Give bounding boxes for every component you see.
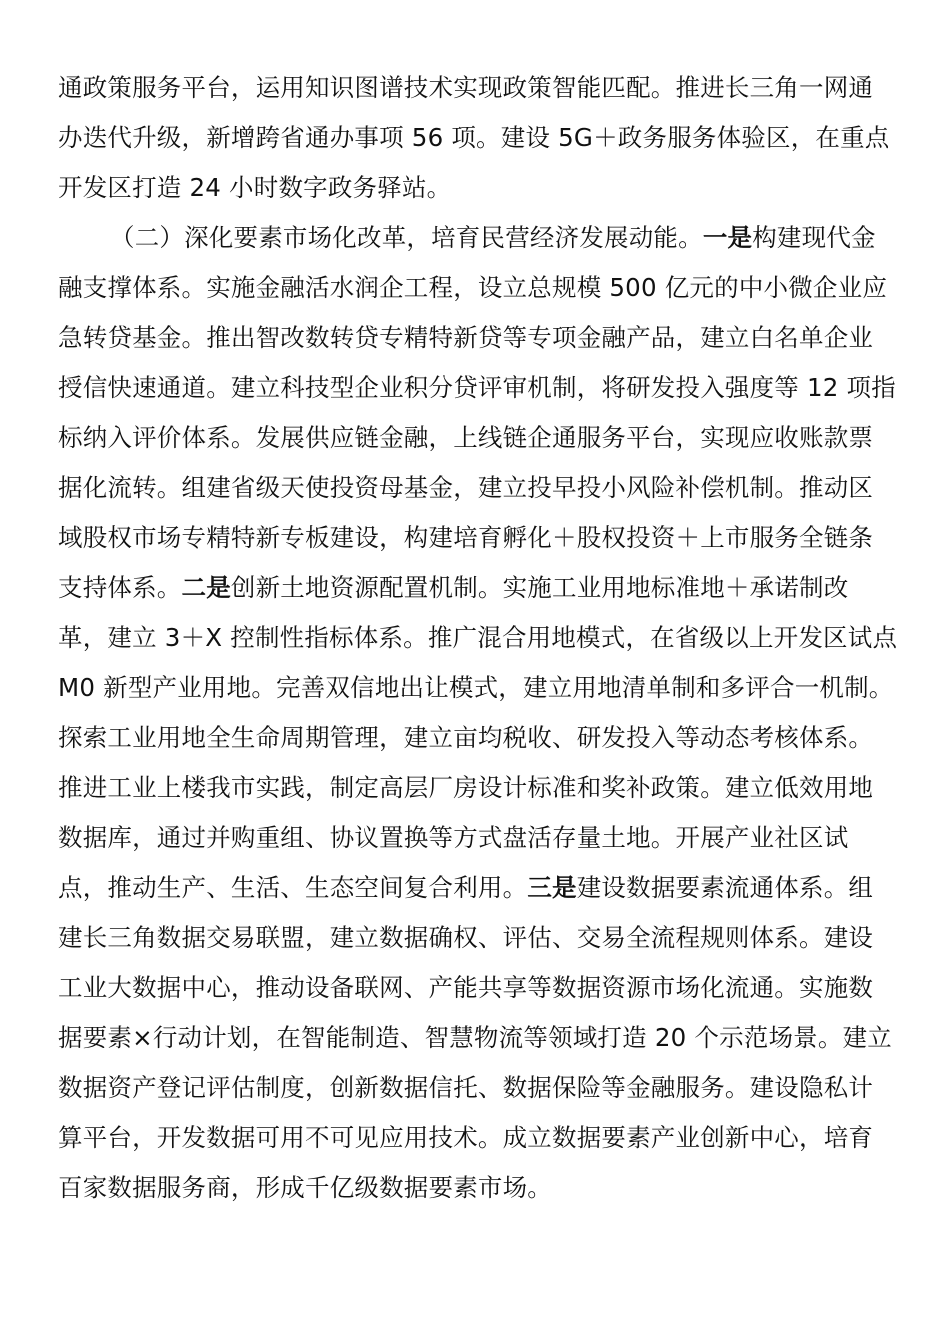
text-line xyxy=(58,963,898,1013)
text-segment: 建长三角数据交易联盟，建立数据确权、评估、交易全流程规则体系。建设 xyxy=(58,923,874,952)
text-segment: 百家数据服务商，形成千亿级数据要素市场。 xyxy=(58,1173,552,1202)
text-line xyxy=(58,163,898,213)
text-line xyxy=(58,913,898,963)
text-line xyxy=(58,1163,898,1213)
section-heading-line xyxy=(110,213,950,263)
text-segment: 急转贷基金。推出智改数转贷专精特新贷等专项金融产品，建立白名单企业 xyxy=(58,323,874,352)
text-segment: 支持体系。 xyxy=(58,573,182,602)
text-segment: 开发区打造 24 小时数字政务驿站。 xyxy=(58,173,452,202)
text-line xyxy=(58,663,898,713)
text-segment: 构建现代金 xyxy=(752,223,876,252)
text-segment: 工业大数据中心，推动设备联网、产能共享等数据资源市场化流通。实施数 xyxy=(58,973,874,1002)
text-segment: 创新土地资源配置机制。实施工业用地标准地＋承诺制改 xyxy=(230,573,849,602)
text-segment: 通政策服务平台，运用知识图谱技术实现政策智能匹配。推进长三角一网通 xyxy=(58,73,874,102)
text-segment: 数据资产登记评估制度，创新数据信托、数据保险等金融服务。建设隐私计 xyxy=(58,1073,874,1102)
text-line xyxy=(58,1013,898,1063)
text-segment: 授信快速通道。建立科技型企业积分贷评审机制，将研发投入强度等 12 项指 xyxy=(58,373,896,402)
text-line xyxy=(58,263,898,313)
text-segment: 据要素×行动计划，在智能制造、智慧物流等领域打造 20 个示范场景。建立 xyxy=(58,1023,892,1052)
text-line xyxy=(58,463,898,513)
text-line xyxy=(58,863,898,913)
text-line xyxy=(58,1113,898,1163)
text-line xyxy=(58,313,898,363)
text-line xyxy=(58,613,898,663)
text-segment: 算平台，开发数据可用不可见应用技术。成立数据要素产业创新中心，培育 xyxy=(58,1123,874,1152)
section-heading: （二）深化要素市场化改革，培育民营经济发展动能。 xyxy=(110,223,703,252)
text-line xyxy=(58,563,898,613)
text-segment: 标纳入评价体系。发展供应链金融，上线链企通服务平台，实现应收账款票 xyxy=(58,423,874,452)
text-line xyxy=(58,1063,898,1113)
text-segment: 建设数据要素流通体系。组 xyxy=(576,873,874,902)
text-segment: 据化流转。组建省级天使投资母基金，建立投早投小风险补偿机制。推动区 xyxy=(58,473,874,502)
text-line xyxy=(58,763,898,813)
text-segment: 探索工业用地全生命周期管理，建立亩均税收、研发投入等动态考核体系。 xyxy=(58,723,874,752)
text-segment: 融支撑体系。实施金融活水润企工程，设立总规模 500 亿元的中小微企业应 xyxy=(58,273,888,302)
text-line xyxy=(58,813,898,863)
text-segment: 域股权市场专精特新专板建设，构建培育孵化＋股权投资＋上市服务全链条 xyxy=(58,523,874,552)
text-line xyxy=(58,63,898,113)
bold-marker: 三是 xyxy=(527,873,577,902)
text-line xyxy=(58,363,898,413)
text-segment: 革，建立 3＋X 控制性指标体系。推广混合用地模式，在省级以上开发区试点 xyxy=(58,623,898,652)
bold-marker: 一是 xyxy=(702,223,753,252)
text-segment: M0 新型产业用地。完善双信地出让模式，建立用地清单制和多评合一机制。 xyxy=(58,673,894,702)
text-line xyxy=(58,513,898,563)
text-segment: 点，推动生产、生活、生态空间复合利用。 xyxy=(58,873,528,902)
text-segment: 数据库，通过并购重组、协议置换等方式盘活存量土地。开展产业社区试 xyxy=(58,823,849,852)
bold-marker: 二是 xyxy=(181,573,231,602)
text-segment: 推进工业上楼我市实践，制定高层厂房设计标准和奖补政策。建立低效用地 xyxy=(58,773,874,802)
text-line xyxy=(58,713,898,763)
text-segment: 办迭代升级，新增跨省通办事项 56 项。建设 5G＋政务服务体验区，在重点 xyxy=(58,123,890,152)
text-line xyxy=(58,113,898,163)
text-line xyxy=(58,413,898,463)
